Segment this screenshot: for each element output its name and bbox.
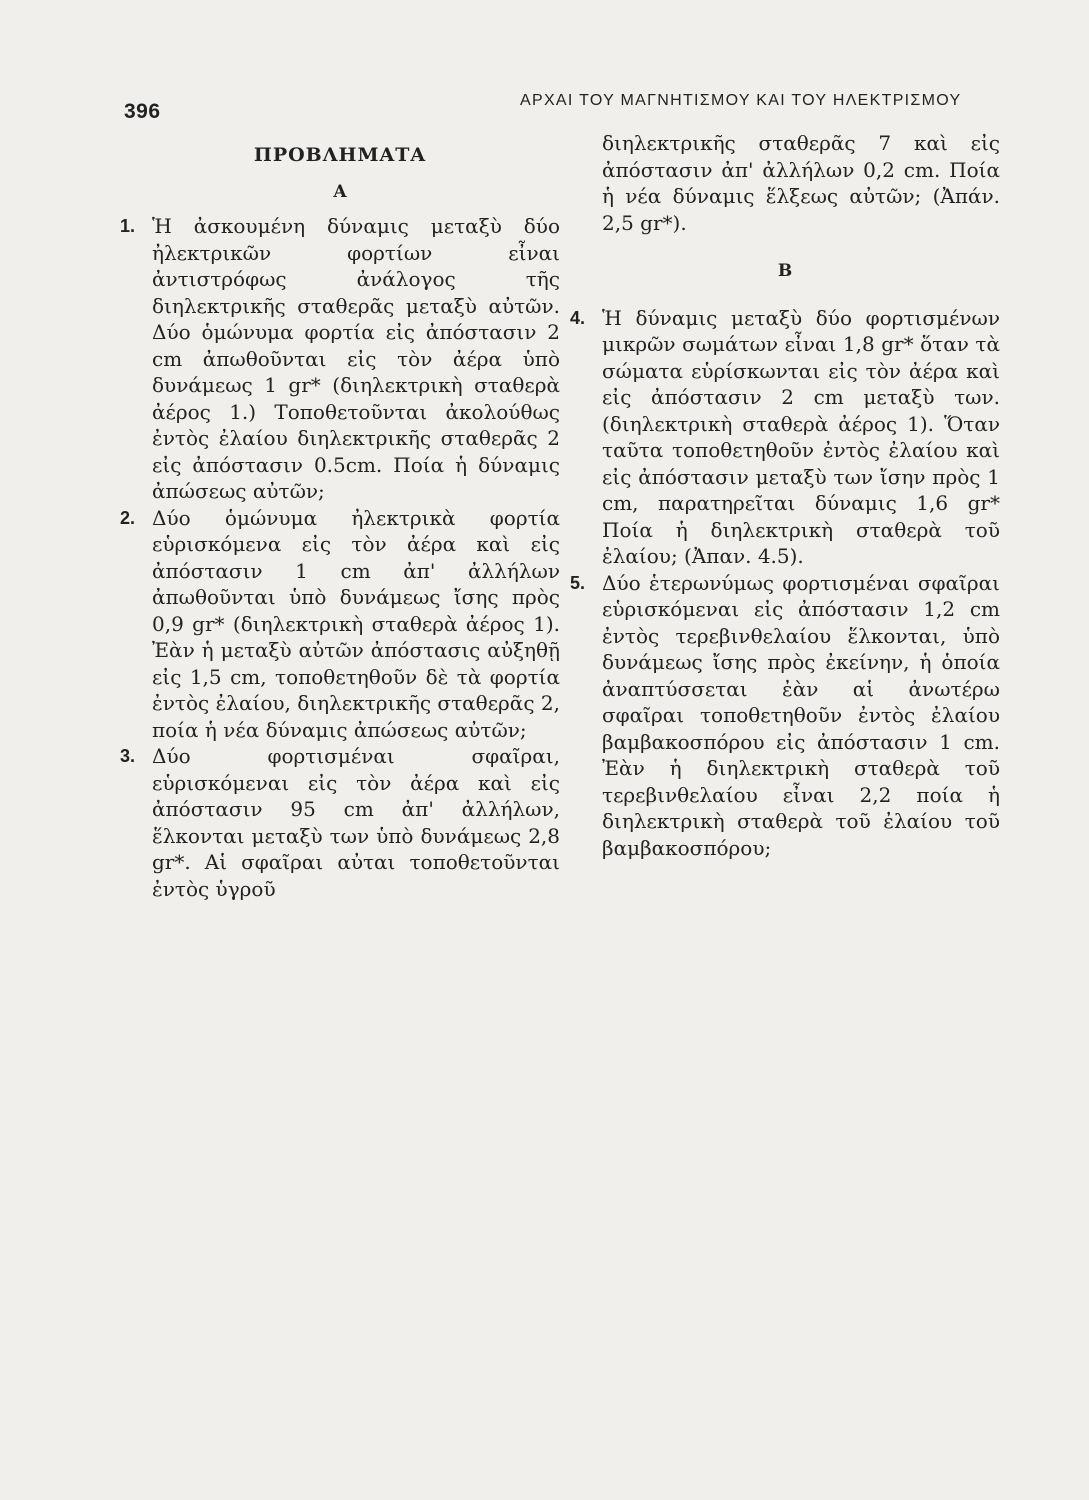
problem-text: Ἡ ἀσκουμένη δύναμις μεταξὺ δύο ἠλεκτρικῶν φορτίων εἶναι ἀντιστρόφως ἀνάλογος τῆς διηλεκτρικῆς σταθερᾶς μεταξὺ αὐτῶν. Δύο ὁμώνυμα φορτία εἰς ἀπόστασιν 2 cm ἀπωθοῦνται εἰς τὸν ἀέρα ὑπὸ δυνάμεως 1 gr* (διηλεκτρικὴ σταθερὰ ἀέρος 1.) Τοποθετοῦνται ἀκολούθως ἐντὸς ἐλαίου διηλεκτρικῆς σταθερᾶς 2 εἰς ἀπόστασιν 0.5cm. Ποία ἡ δύναμις ἀπώσεως αὐτῶν;	[152, 214, 560, 503]
section-letter-a: Α	[333, 181, 347, 202]
problem-number: 3.	[120, 746, 136, 766]
right-column	[570, 130, 1000, 861]
left-column	[120, 130, 560, 902]
section-title: ΠΡΟΒΛΗΜΑΤΑ	[253, 144, 427, 166]
problem-text: Ἡ δύναμις μεταξὺ δύο φορτισμένων μικρῶν σωμάτων εἶναι 1,8 gr* ὅταν τὰ σώματα εὑρίσκωνται εἰς τὸν ἀέρα καὶ εἰς ἀπόστασιν 2 cm μεταξὺ των. (διηλεκτρικὴ σταθερὰ ἀέρος 1). Ὅταν ταῦτα τοποθετηθοῦν ἐντὸς ἐλαίου καὶ εἰς ἀπόστασιν μεταξὺ των ἴσην πρὸς 1 cm, παρατηρεῖται δύναμις 1,6 gr* Ποία ἡ διηλεκτρικὴ σταθερὰ τοῦ ἐλαίου; (Ἀπαν. 4.5).	[602, 305, 1000, 568]
problem-number: 1.	[120, 216, 136, 236]
problem-2	[120, 505, 560, 744]
problem-number: 4.	[570, 307, 586, 328]
problem-number: 5.	[570, 572, 586, 593]
problem-4	[570, 305, 1000, 570]
problem-text: Δύο ἑτερωνύμως φορτισμέναι σφαῖραι εὑρισκόμεναι εἰς ἀπόστασιν 1,2 cm ἐντὸς τερεβινθελαίου ἕλκονται, ὑπὸ δυνάμεως ἴσης πρὸς ἐκείνην, ἡ ὁποία ἀναπτύσσεται ἐὰν αἱ ἀνωτέρω σφαῖραι τοποθετηθοῦν ἐντὸς ἐλαίου βαμβακοσπόρου εἰς ἀπόστασιν 1 cm. Ἐὰν ἡ διηλεκτρικὴ σταθερὰ τοῦ τερεβινθελαίου εἶναι 2,2 ποία ἡ διηλεκτρικὴ σταθερὰ τοῦ ἐλαίου τοῦ βαμβακοσπόρου;	[602, 570, 1000, 860]
problem-3-continuation: διηλεκτρικῆς σταθερᾶς 7 καὶ εἰς ἀπόστασιν ἀπ' ἀλλήλων 0,2 cm. Ποία ἡ νέα δύναμις ἕλξεως αὐτῶν; (Ἀπάν. 2,5 gr*).	[602, 131, 1000, 235]
running-title: ΑΡΧΑΙ ΤΟΥ ΜΑΓΝΗΤΙΣΜΟΥ ΚΑΙ ΤΟΥ ΗΛΕΚΤΡΙΣΜΟΥ	[520, 92, 962, 109]
problem-5	[570, 570, 1000, 862]
problem-1	[120, 213, 560, 505]
section-letter-b: Β	[777, 261, 793, 281]
problem-text: Δύο φορτισμέναι σφαῖραι, εὑρισκόμεναι εἰς τὸν ἀέρα καὶ εἰς ἀπόστασιν 95 cm ἀπ' ἀλλήλων, ἕλκονται μεταξὺ των ὑπὸ δυνάμεως 2,8 gr*. Αἱ σφαῖραι αὐται τοποθετοῦνται ἐντὸς ὑγροῦ	[152, 744, 560, 901]
problem-number: 2.	[120, 507, 136, 528]
problem-3	[120, 743, 560, 902]
page-number: 396	[124, 100, 161, 123]
problem-text: Δύο ὁμώνυμα ἠλεκτρικὰ φορτία εὑρισκόμενα εἰς τὸν ἀέρα καὶ εἰς ἀπόστασιν 1 cm ἀπ' ἀλλήλων ἀπωθοῦνται ὑπὸ δυνάμεως ἴσης πρὸς 0,9 gr* (διηλεκτρικὴ σταθερὰ ἀέρος 1). Ἐὰν ἡ μεταξὺ αὐτῶν ἀπόστασις αὐξηθῇ εἰς 1,5 cm, τοποθετηθοῦν δὲ τὰ φορτία ἐντὸς ἐλαίου, διηλεκτρικῆς σταθερᾶς 2, ποία ἡ νέα δύναμις ἀπώσεως αὐτῶν;	[152, 505, 560, 742]
